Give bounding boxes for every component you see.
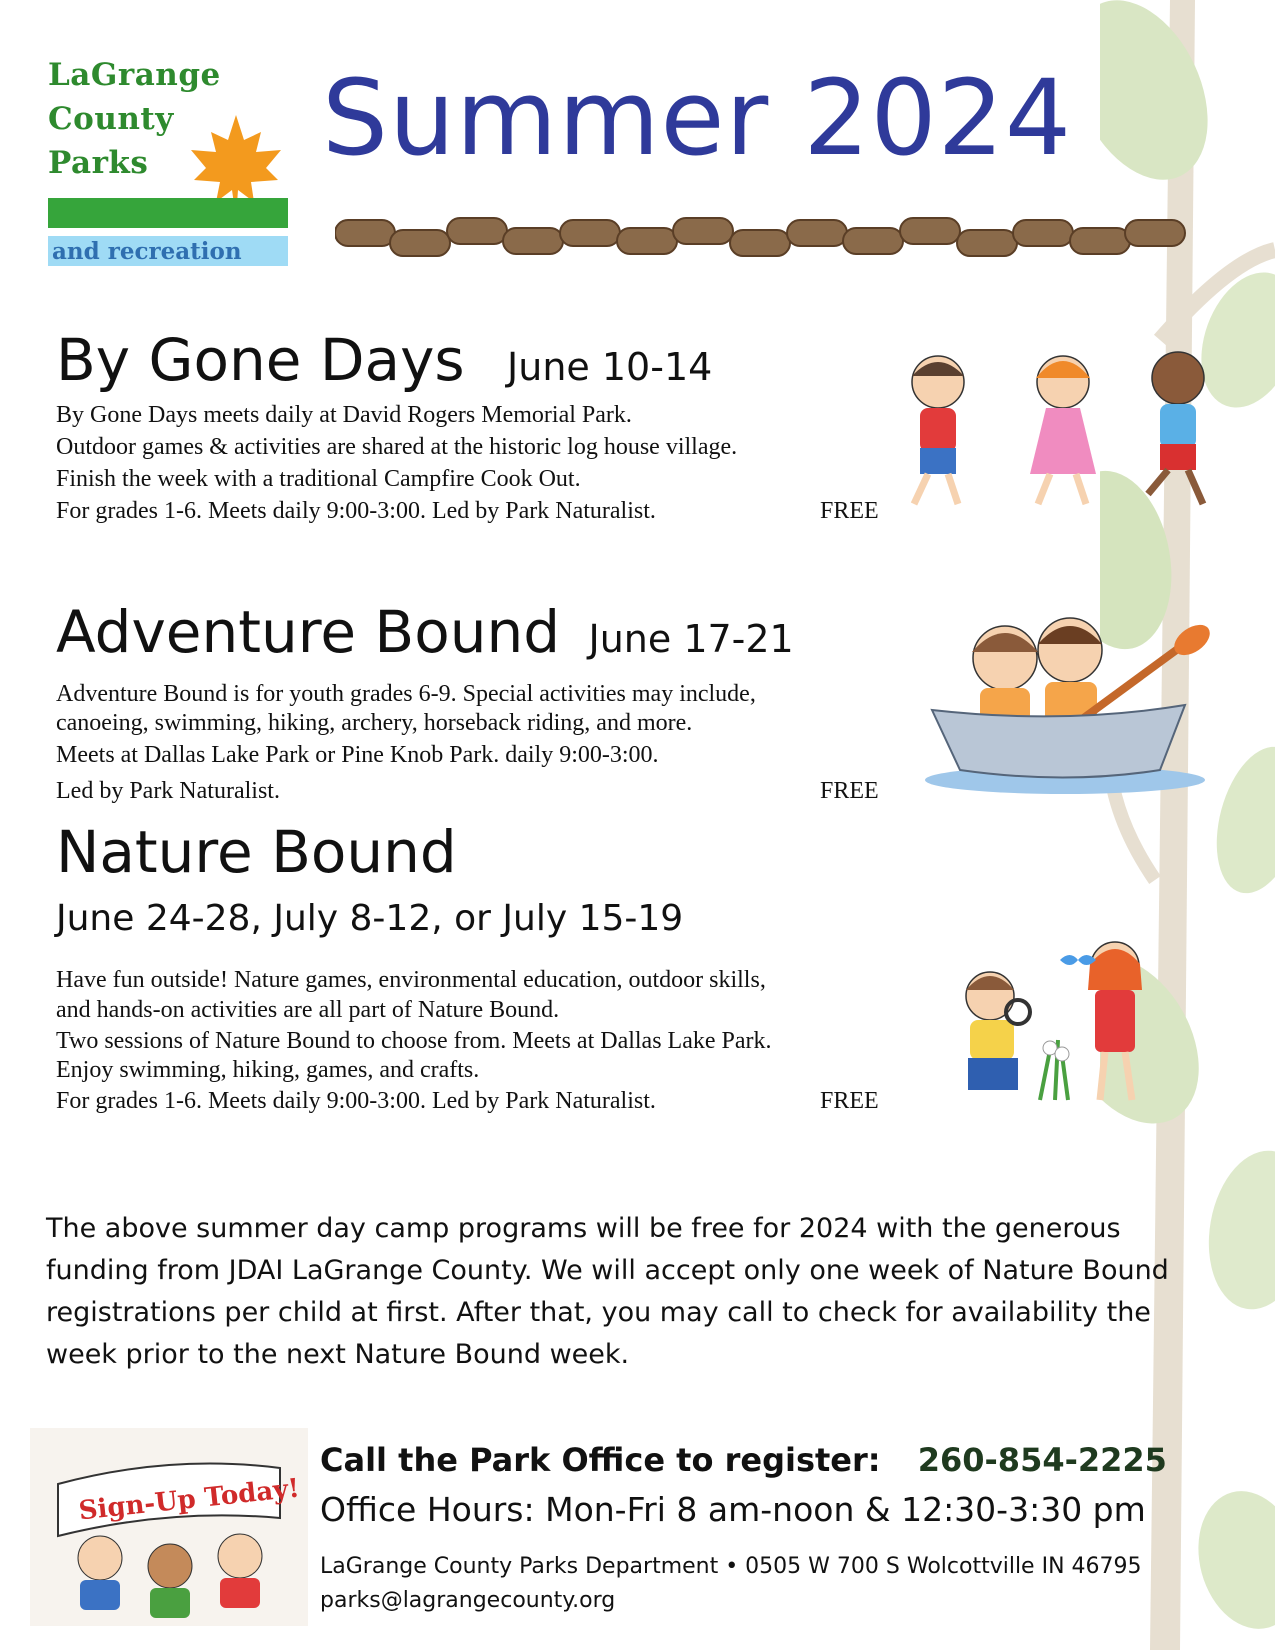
register-line bbox=[320, 1440, 1167, 1480]
section-2-line-1: Adventure Bound is for youth grades 6-9. Special activities may include, bbox=[56, 681, 756, 707]
office-hours: Office Hours: Mon-Fri 8 am-noon & 12:30-3:30 pm bbox=[320, 1490, 1146, 1529]
office-email[interactable]: parks@lagrangecounty.org bbox=[320, 1588, 616, 1613]
section-1-line-3: Finish the week with a traditional Campfire Cook Out. bbox=[56, 466, 581, 492]
section-title-by-gone-days bbox=[56, 328, 712, 399]
section-title-adventure-bound bbox=[56, 600, 794, 671]
section-2-price: FREE bbox=[820, 778, 879, 804]
canoe-kids-illustration bbox=[920, 600, 1210, 800]
section-2-line-2: canoeing, swimming, hiking, archery, horseback riding, and more. bbox=[56, 710, 693, 736]
page-title: Summer 2024 bbox=[322, 57, 1073, 179]
section-1-line-2: Outdoor games & activities are shared at the historic log house village. bbox=[56, 434, 738, 460]
section-1-price: FREE bbox=[820, 498, 879, 524]
signup-today-illustration bbox=[30, 1428, 308, 1626]
section-3-line-1: Have fun outside! Nature games, environmental education, outdoor skills, bbox=[56, 967, 766, 993]
log-divider bbox=[335, 212, 1195, 262]
section-1-line-1: By Gone Days meets daily at David Rogers Memorial Park. bbox=[56, 402, 632, 428]
signup-banner-text: Sign-Up Today! bbox=[77, 1473, 301, 1527]
section-1-date: June 10-14 bbox=[507, 345, 713, 389]
register-call-text: Call the Park Office to register: bbox=[320, 1441, 881, 1479]
logo-line-1: LaGrange bbox=[48, 57, 221, 93]
section-3-price: FREE bbox=[820, 1088, 879, 1114]
logo-line-3: Parks bbox=[48, 145, 149, 181]
section-3-date: June 24-28, July 8-12, or July 15-19 bbox=[56, 898, 684, 939]
section-1-title: By Gone Days bbox=[56, 326, 465, 394]
section-2-line-4: Led by Park Naturalist. bbox=[56, 778, 280, 804]
section-2-line-3: Meets at Dallas Lake Park or Pine Knob Park. daily 9:00-3:00. bbox=[56, 742, 659, 768]
section-3-line-5: For grades 1-6. Meets daily 9:00-3:00. Led by Park Naturalist. bbox=[56, 1088, 656, 1114]
logo-grass bbox=[48, 198, 288, 228]
section-2-date: June 17-21 bbox=[588, 617, 794, 661]
section-3-line-4: Enjoy swimming, hiking, games, and crafts. bbox=[56, 1057, 480, 1083]
section-3-title: Nature Bound bbox=[56, 818, 457, 886]
logo-subtitle: and recreation bbox=[52, 238, 242, 265]
section-3-line-3: Two sessions of Nature Bound to choose from. Meets at Dallas Lake Park. bbox=[56, 1028, 772, 1054]
jumping-kids-illustration bbox=[888, 344, 1248, 514]
section-2-title: Adventure Bound bbox=[56, 598, 561, 666]
office-address: LaGrange County Parks Department • 0505 W 700 S Wolcottville IN 46795 bbox=[320, 1554, 1142, 1579]
section-1-line-4: For grades 1-6. Meets daily 9:00-3:00. Led by Park Naturalist. bbox=[56, 498, 656, 524]
parks-logo bbox=[48, 58, 288, 264]
funding-note: The above summer day camp programs will be free for 2024 with the generous funding from JDAI LaGrange County. We will accept only one week of Nature Bound registrations per child at first. After that, you may call to check for availability the week prior to the next Nature Bound week. bbox=[46, 1213, 1169, 1370]
logo-line-2: County bbox=[48, 101, 174, 137]
register-phone[interactable]: 260-854-2225 bbox=[917, 1441, 1167, 1479]
section-3-line-2: and hands-on activities are all part of Nature Bound. bbox=[56, 997, 560, 1023]
nature-kids-illustration bbox=[940, 930, 1180, 1120]
